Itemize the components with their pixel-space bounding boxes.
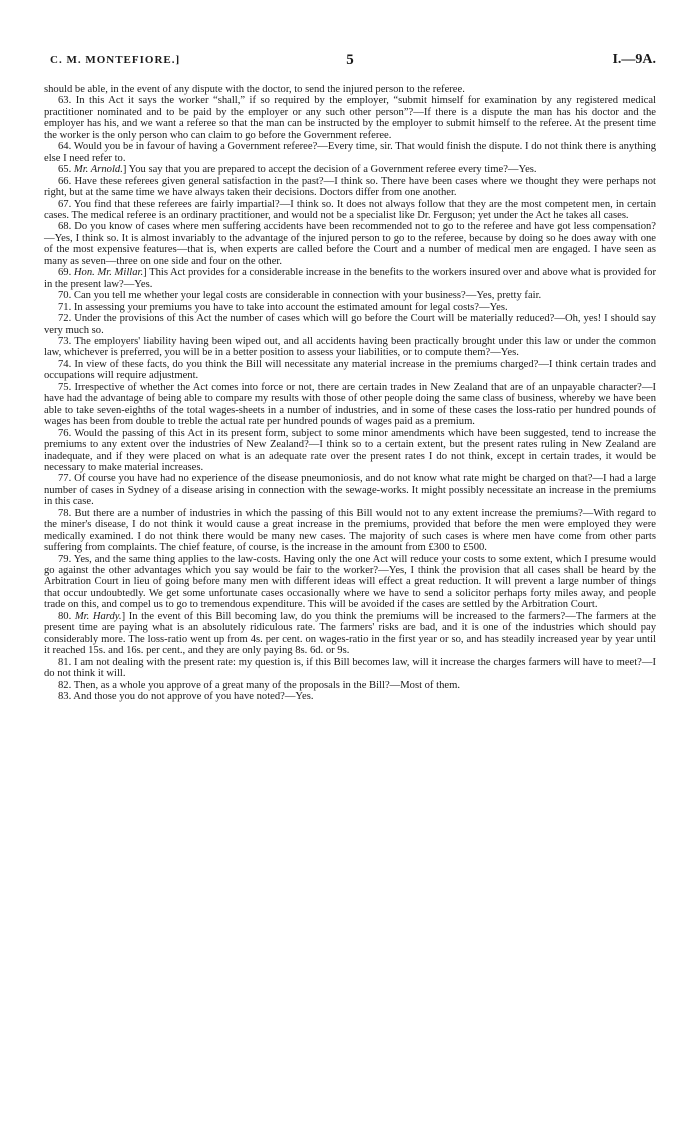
question-74: 74. In view of these facts, do you think the Bill will necessitate any material increase in the premiums charged?—I think certain trades and occupations will require adjustment.: [44, 358, 656, 382]
question-64: 64. Would you be in favour of having a Government referee?—Every time, sir. That would finish the dispute. I do not think there is anything else I need refer to.: [44, 141, 656, 164]
question-66: 66. Have these referees given general satisfaction in the past?—I think so. There have been cases where we thought they were perhaps not right, but at the same time we have always taken their decisions. Doctors differ from one another.: [44, 175, 656, 199]
page-number: 5: [346, 52, 354, 68]
question-83: 83. And those you do not approve of you have noted?—Yes.: [58, 691, 314, 703]
question-76: 76. Would the passing of this Act in its present form, subject to some minor amendments which have been suggested, tend to increase the premiums to any extent over the industries of New Zealand?—I think so to a certain extent, but the present rates ruling in New Zealand are inadequate, and if they were placed on what is an adequate rate over the present rates I do not think, except in certain trades, it would be necessary to make material increases.: [44, 427, 656, 473]
question-68: 68. Do you know of cases where men suffering accidents have been recommended not to go to the referee and have got less compensation?—Yes, I think so. It is almost invariably to the advantage of the injured person to go to the referee, because by doing so he does away with one of the most expensive features—that is, when experts are called before the Court and a number of medical men are engaged. I have seen as many as seven—three on one side and four on the other.: [44, 221, 656, 267]
question-73: 73. The employers' liability having been wiped out, and all accidents having been practically brought under this law or under the common law, whichever is preferred, you will be in a better position to assess your liabilities, or to compute them?—Yes.: [44, 335, 656, 359]
question-70: 70. Can you tell me whether your legal costs are considerable in connection with your business?—Yes, pretty fair.: [58, 290, 542, 302]
question-79: 79. Yes, and the same thing applies to the law-costs. Having only the one Act will reduce your costs to some extent, which I presume would go against the other advantages which you say would be fair to the worker?—Yes, I think the provision that all cases shall be heard by the Arbitration Court in lieu of going before many men with different ideas will effect a great reduction. It will prevent a large number of things that occur undoubtedly. We get some unfortunate cases occasionally where we have to send a solicitor perhaps forty miles away, and people trade on this, and compel us to go to tremendous expenditure. This will be avoided if the cases are settled by the Arbitration Court.: [44, 553, 656, 611]
question-75: 75. Irrespective of whether the Act comes into force or not, there are certain trades in New Zealand that are of an unpayable character?—I have had the advantage of being able to compare my results with those of other people doing the same class of business, whereby we have been able to take seven-eighths of the total wages-sheets in a number of industries, and in some of these cases the loss-ratio per hundred pounds of wages has been from double to treble the actual rate per hundred pounds of wages paid as a premium.: [44, 381, 656, 428]
transcript-body: [44, 84, 656, 702]
question-67: 67. You find that these referees are fairly impartial?—I think so. It does not always follow that they are the most competent men, in certain cases. The medical referee is an ordinary practitioner, and would not be a specialist like Dr. Ferguson; yet under the Act he takes all cases.: [44, 198, 656, 221]
witness-name: C. M. MONTEFIORE.]: [50, 54, 181, 66]
question-78: 78. But there are a number of industries in which the passing of this Bill would not to any extent increase the premiums?—With regard to the miner's disease, I do not think it would cause a great increase in the premiums, provided that before the men were employed they were medically examined. I do not think there would be many new cases. The majority of such cases is where men have come from other parts suffering from complaints. The chief feature, of course, is the increase in the amount from £300 to £500.: [44, 507, 656, 554]
speaker-name: Hon. Mr. Millar.: [73, 267, 144, 279]
speaker-name: Mr. Arnold.: [73, 164, 123, 176]
question-77: 77. Of course you have had no experience of the disease pneumoniosis, and do not know what rate might be charged on that?—I had a large number of cases in Sydney of a disease arising in connection with the sewage-works. It might possibly necessitate an increase in the premiums in this case.: [44, 473, 656, 508]
document-reference: I.—9A.: [612, 52, 656, 67]
question-72: 72. Under the provisions of this Act the number of cases which will go before the Court will be materially reduced?—Oh, yes! I should say very much so.: [44, 313, 656, 336]
question-69: 69. Hon. Mr. Millar.] This Act provides for a considerable increase in the benefits to the workers insured over and above what is provided for in the present law?—Yes.: [44, 267, 656, 290]
question-65: 65. Mr. Arnold.] You say that you are prepared to accept the decision of a Government referee every time?—Yes.: [58, 164, 537, 176]
question-81: 81. I am not dealing with the present rate: my question is, if this Bill becomes law, will it increase the charges farmers will have to meet?—I do not think it will.: [44, 656, 656, 680]
question-71: 71. In assessing your premiums you have to take into account the estimated amount for legal costs?—Yes.: [58, 301, 508, 313]
question-63: 63. In this Act it says the worker “shall,” if so required by the employer, “submit himself for examination by any registered medical practitioner nominated and to be paid by the employer or any such other person”?—If there is a dispute the man has his doctor and the employer has his, and we want a referee so that the man can be instructed by the employer to submit himself to the referee. At the present time the worker is the only person who can claim to go before the Government referee.: [44, 95, 656, 141]
question-82: 82. Then, as a whole you approve of a great many of the proposals in the Bill?—Most of them.: [58, 679, 460, 691]
page-header: [44, 52, 656, 72]
paragraph-continuation: should be able, in the event of any dispute with the doctor, to send the injured person to the referee.: [44, 84, 465, 95]
speaker-name: Mr. Hardy.: [74, 610, 122, 622]
question-80: 80. Mr. Hardy.] In the event of this Bill becoming law, do you think the premiums will be increased to the farmers?—The farmers at the present time are paying what is an absolutely ridiculous rate. The farmers' risks are bad, and it is one of the industries which should pay considerably more. The loss-ratio went up from 4s. per cent. on wages-ratio in the first year or so, and has steadily increased year by year until it reached 15s. and 16s. per cent., and they are only paying 8s. 6d. or 9s.: [44, 610, 657, 657]
